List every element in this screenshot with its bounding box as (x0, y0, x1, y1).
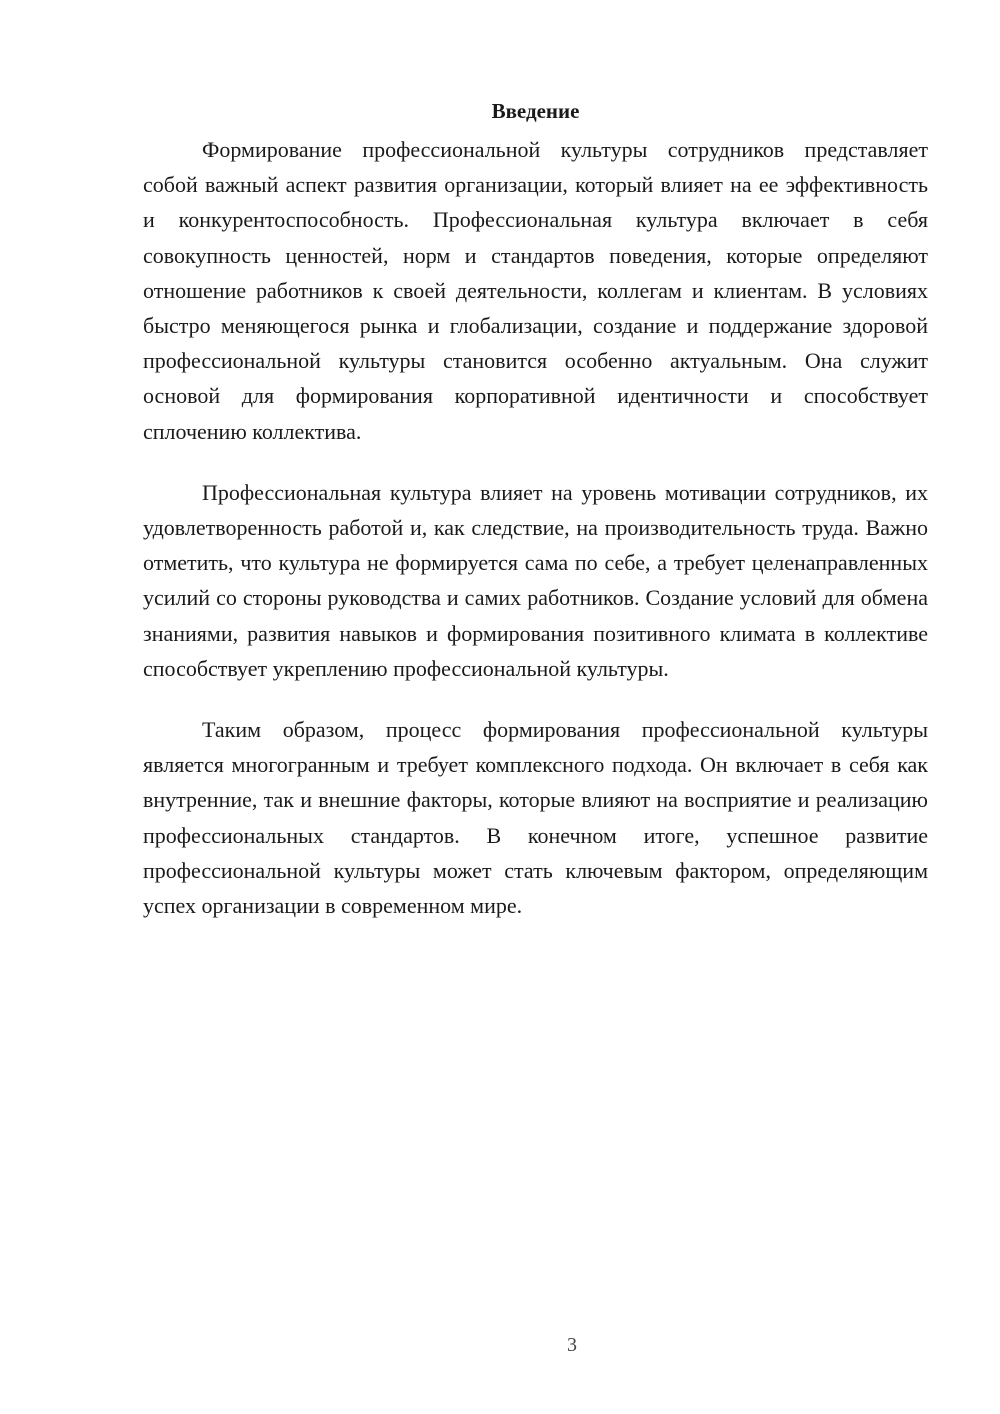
paragraph-1: Формирование профессиональной культуры сотрудников представляет собой важный аспект развития организации, который влияет на ее эффективность и конкурентоспособность. Профессиональная культура включает в себя совокупность ценностей, норм и стандартов поведения, которые определяют отношение работников к своей деятельности, коллегам и клиентам. В условиях быстро меняющегося рынка и глобализации, создание и поддержание здоровой профессиональной культуры становится особенно актуальным. Она служит основой для формирования корпоративной идентичности и способствует сплочению коллектива. (143, 137, 928, 444)
section-heading: Введение (491, 99, 580, 123)
page-number: 3 (567, 1334, 577, 1356)
page-content (143, 96, 928, 949)
paragraph-2: Профессиональная культура влияет на уровень мотивации сотрудников, их удовлетворенность работой и, как следствие, на производительность труда. Важно отметить, что культура не формируется сама по себе, а требует целенаправленных усилий со стороны руководства и самих работников. Создание условий для обмена знаниями, развития навыков и формирования позитивного климата в коллективе способствует укреплению профессиональной культуры. (143, 479, 928, 681)
paragraph-3: Таким образом, процесс формирования профессиональной культуры является многогранным и требует комплексного подхода. Он включает в себя как внутренние, так и внешние факторы, которые влияют на восприятие и реализацию профессиональных стандартов. В конечном итоге, успешное развитие профессиональной культуры может стать ключевым фактором, определяющим успех организации в современном мире. (143, 717, 928, 919)
